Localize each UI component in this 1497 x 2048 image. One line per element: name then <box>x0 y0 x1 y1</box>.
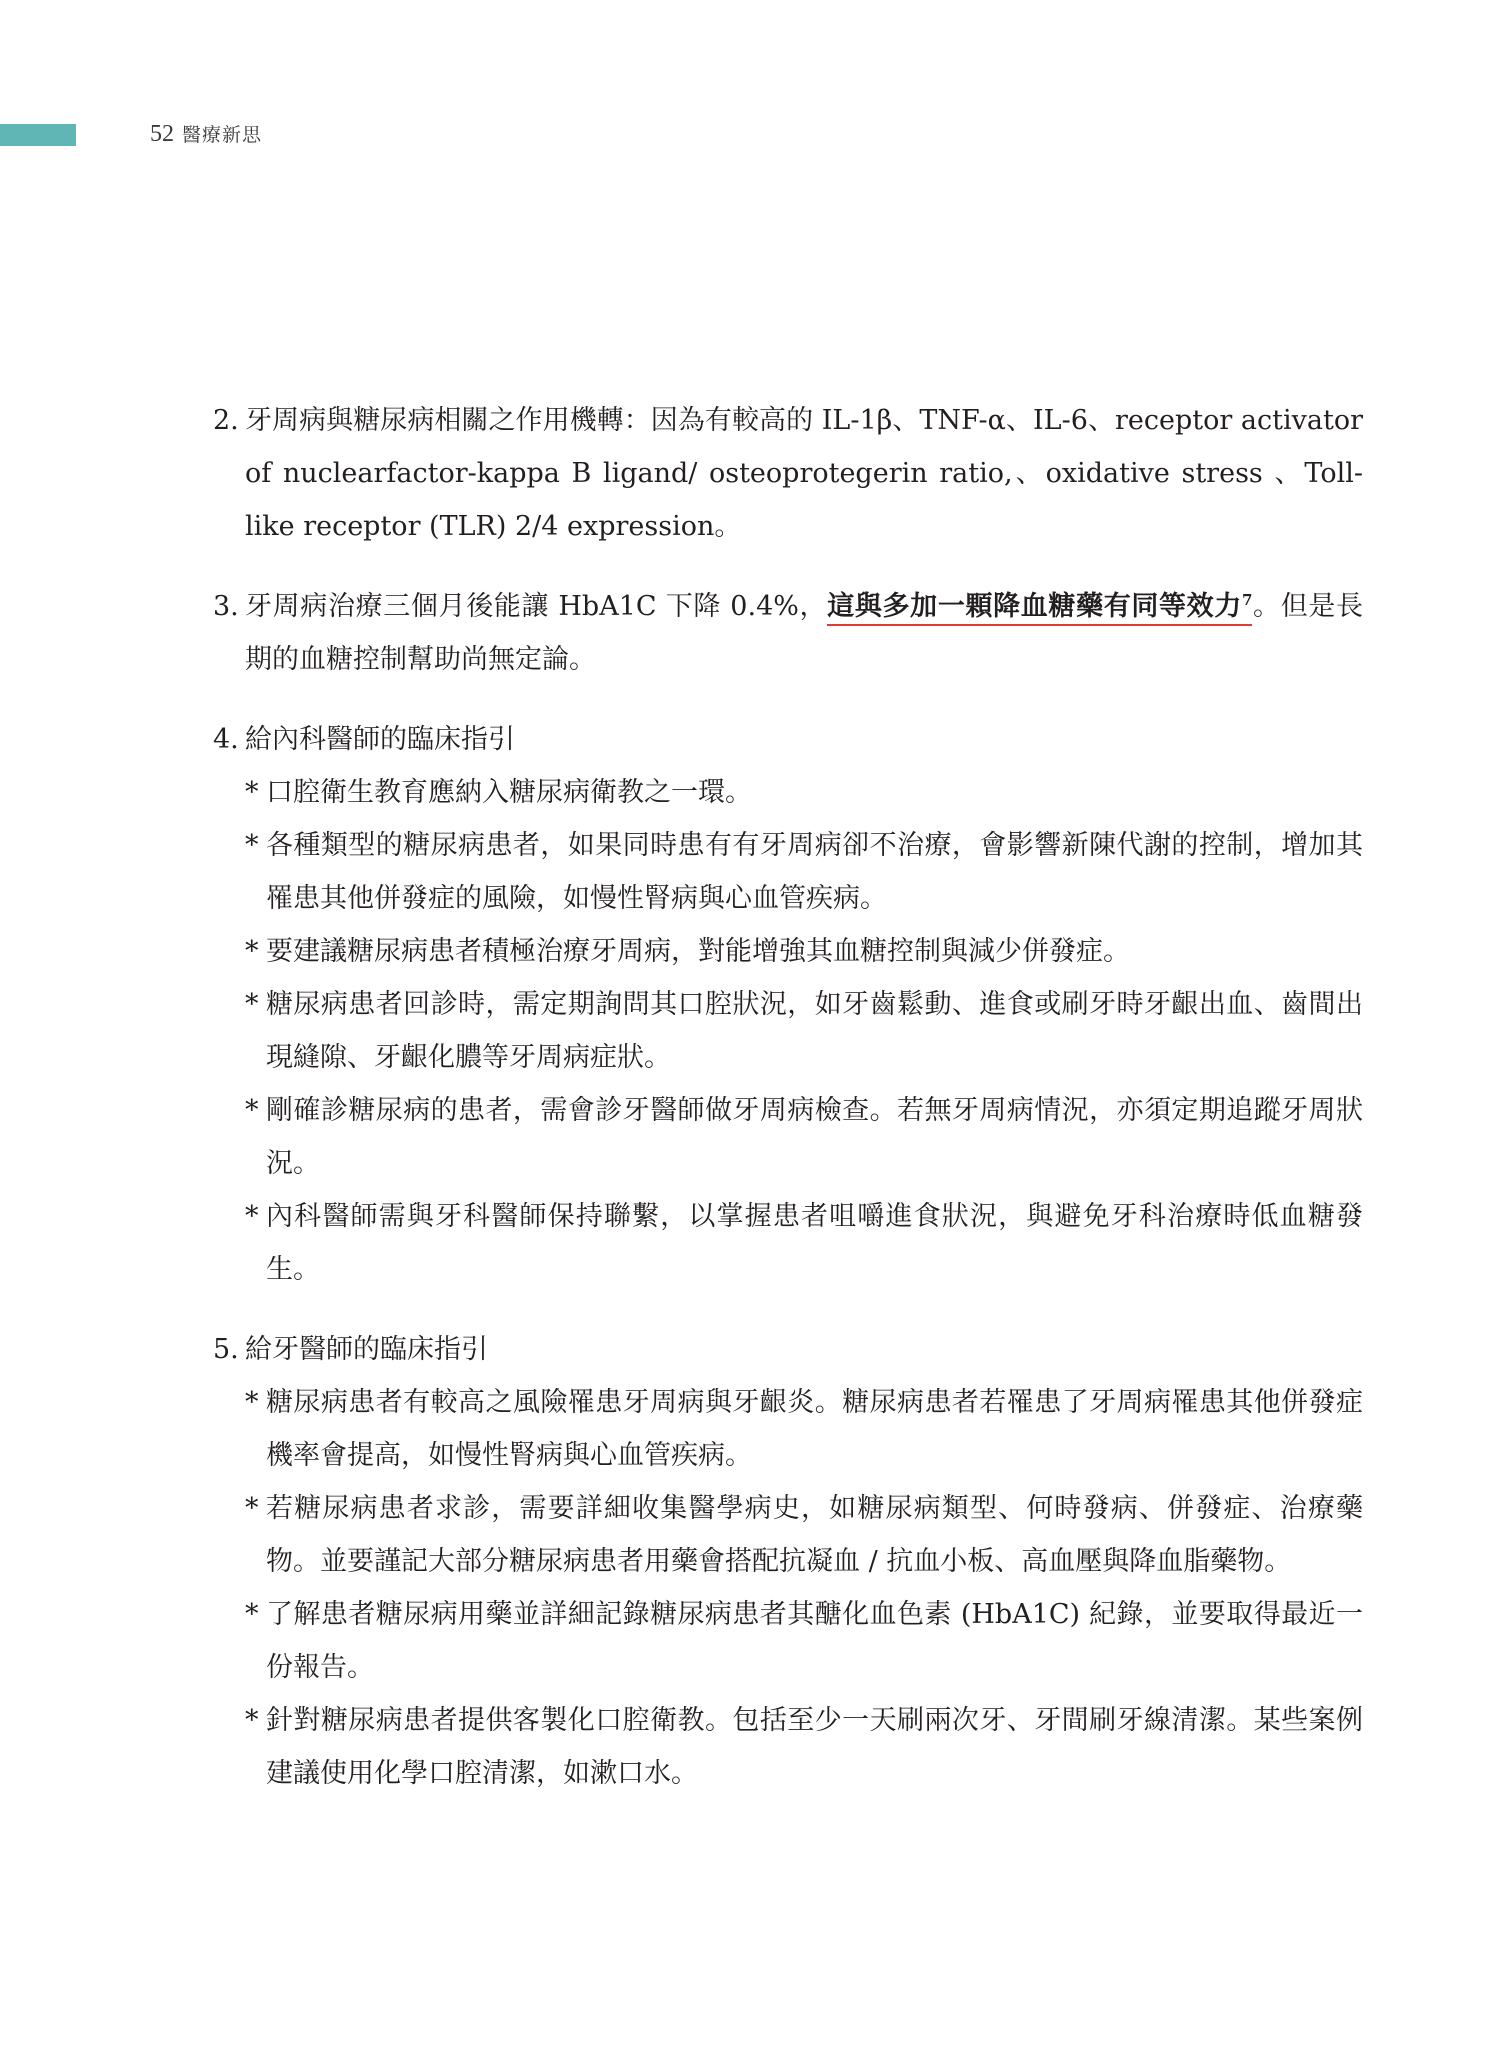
bullet-text: 糖尿病患者回診時，需定期詢問其口腔狀況，如牙齒鬆動、進食或刷牙時牙齦出血、齒間出現縫隙、牙齦化膿等牙周病症狀。 <box>266 989 1363 1073</box>
bullet-asterisk: * <box>245 1599 259 1630</box>
item-number: 5. <box>213 1334 239 1365</box>
bullet-item <box>213 1482 1363 1588</box>
bullet-asterisk: * <box>245 830 259 861</box>
bullet-asterisk: * <box>245 989 259 1020</box>
bullet-asterisk: * <box>245 1201 259 1232</box>
running-header <box>150 119 262 150</box>
bullet-item <box>213 1376 1363 1482</box>
bullet-item <box>213 1588 1363 1694</box>
bullet-item <box>213 925 1363 978</box>
highlighted-claim-text: 這與多加一顆降血糖藥有同等效力 <box>827 591 1242 622</box>
item-number: 3. <box>213 591 239 622</box>
bullet-text: 若糖尿病患者求診，需要詳細收集醫學病史，如糖尿病類型、何時發病、併發症、治療藥物。並要謹記大部分糖尿病患者用藥會搭配抗凝血 / 抗血小板、高血壓與降血脂藥物。 <box>266 1493 1363 1577</box>
header-accent-bar <box>0 124 76 146</box>
bullet-item <box>213 819 1363 925</box>
bullet-asterisk: * <box>245 777 259 808</box>
page-number: 52 <box>150 121 174 147</box>
bullet-item <box>213 1694 1363 1800</box>
bullet-list-physicians <box>213 766 1363 1296</box>
bullet-asterisk: * <box>245 1705 259 1736</box>
bullet-text: 糖尿病患者有較高之風險罹患牙周病與牙齦炎。糖尿病患者若罹患了牙周病罹患其他併發症機率會提高，如慢性腎病與心血管疾病。 <box>266 1387 1363 1471</box>
bullet-list-dentists <box>213 1376 1363 1800</box>
bullet-text: 口腔衛生教育應納入糖尿病衛教之一環。 <box>266 777 752 808</box>
item-text: 牙周病與糖尿病相關之作用機轉：因為有較高的 IL-1β、TNF-α、IL-6、receptor activator of nuclearfactor-kappa B ligand/ osteoprotegerin ratio,、oxidative stress 、Toll-like receptor (TLR) 2/4 expression。 <box>245 405 1363 542</box>
item-number: 2. <box>213 405 239 436</box>
list-item-3 <box>213 580 1363 686</box>
item-text <box>245 580 1363 686</box>
bullet-item <box>213 1084 1363 1190</box>
bullet-asterisk: * <box>245 1387 259 1418</box>
section-heading: 給牙醫師的臨床指引 <box>245 1334 488 1365</box>
highlighted-claim <box>827 591 1252 626</box>
bullet-asterisk: * <box>245 1095 259 1126</box>
bullet-text: 要建議糖尿病患者積極治療牙周病，對能增強其血糖控制與減少併發症。 <box>266 936 1130 967</box>
section-heading: 給內科醫師的臨床指引 <box>245 724 515 755</box>
bullet-text: 剛確診糖尿病的患者，需會診牙醫師做牙周病檢查。若無牙周病情況，亦須定期追蹤牙周狀況。 <box>266 1095 1363 1179</box>
bullet-text: 各種類型的糖尿病患者，如果同時患有有牙周病卻不治療，會影響新陳代謝的控制，增加其罹患其他併發症的風險，如慢性腎病與心血管疾病。 <box>266 830 1363 914</box>
bullet-item <box>213 1190 1363 1296</box>
list-item-2 <box>213 394 1363 553</box>
bullet-text: 內科醫師需與牙科醫師保持聯繫，以掌握患者咀嚼進食狀況，與避免牙科治療時低血糖發生。 <box>266 1201 1363 1285</box>
page-content <box>213 394 1363 1800</box>
item-text-after: 。但是長期的血糖控制幫助尚無定論。 <box>245 591 1364 675</box>
list-item-5 <box>213 1323 1363 1376</box>
item-text-before: 牙周病治療三個月後能讓 HbA1C 下降 0.4%， <box>245 591 828 622</box>
bullet-asterisk: * <box>245 1493 259 1524</box>
bullet-item <box>213 978 1363 1084</box>
bullet-text: 了解患者糖尿病用藥並詳細記錄糖尿病患者其醣化血色素 (HbA1C) 紀錄，並要取得最近一份報告。 <box>266 1599 1363 1683</box>
bullet-text: 針對糖尿病患者提供客製化口腔衛教。包括至少一天刷兩次牙、牙間刷牙線清潔。某些案例建議使用化學口腔清潔，如漱口水。 <box>266 1705 1363 1789</box>
list-item-4 <box>213 713 1363 766</box>
bullet-item <box>213 766 1363 819</box>
bullet-asterisk: * <box>245 936 259 967</box>
citation-marker: 7 <box>1241 591 1253 609</box>
item-number: 4. <box>213 724 239 755</box>
book-title: 醫療新思 <box>182 124 263 146</box>
